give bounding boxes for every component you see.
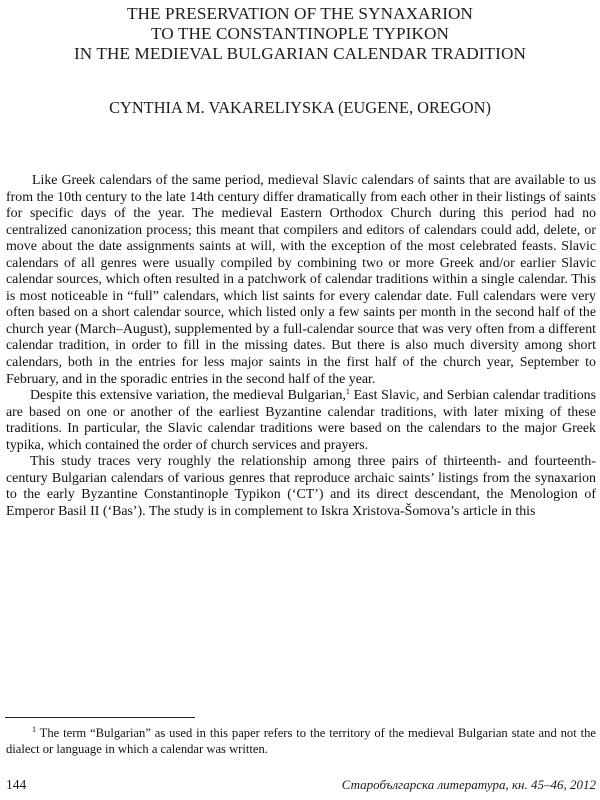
paragraph-2-text-b: East Slavic, and Serbian calendar traditions are based on one or another of the earliest Byzantine calendar traditions, with later mixing of these traditions. In particular, the Slavic calendar traditions were based on the calendars to the major Greek typika, which contained the order of church services and prayers. xyxy=(6,388,596,453)
title-line-3: IN THE MEDIEVAL BULGARIAN CALENDAR TRADITION xyxy=(73,44,527,63)
footnote-marker: 1 xyxy=(32,725,36,734)
footnote-text: The term “Bulgarian” as used in this paper refers to the territory of the medieval Bulgarian state and not the dialect or language in which a calendar was written. xyxy=(6,726,596,756)
paragraph-2-text-a: Despite this extensive variation, the medieval Bulgarian, xyxy=(30,388,346,404)
paragraph-1: Like Greek calendars of the same period, medieval Slavic calendars of saints that are available to us from the 10th century to the late 14th century differ dramatically from each other in their listings of saints for specific days of the year. The medieval Eastern Orthodox Church during this period had no centralized canonization process; this meant that compilers and editors of calendars could add, delete, or move about the date assignments saints at will, with the exception of the most celebrated feasts. Slavic calendars of all genres were usually compiled by combining two or more Greek and/or earlier Slavic calendar sources, which often resulted in a patchwork of calendar traditions within a single calendar. This is most noticeable in “full” calendars, which list saints for every calendar date. Full calendars were very often based on a short calendar source, which listed only a few saints per month in the second half of the church year (March–August), supplemented by a full-calendar source that was very often from a different calendar tradition, in order to fill in the missing dates. But there is also much diversity among short calendars, both in the entries for less major saints in the first half of the church year, September to February, and in the sporadic entries in the second half of the year. xyxy=(6,173,596,387)
paragraph-2 xyxy=(6,388,596,454)
footnote xyxy=(6,726,596,757)
article-title xyxy=(0,4,600,64)
title-line-2: TO THE CONSTANTINOPLE TYPIKON xyxy=(150,24,449,43)
title-line-1: THE PRESERVATION OF THE SYNAXARION xyxy=(126,4,474,23)
footnote-divider xyxy=(5,717,195,718)
article-body xyxy=(6,173,596,520)
paragraph-3: This study traces very roughly the relationship among three pairs of thirteenth- and fourteenth-century Bulgarian calendars of various genres that reproduce archaic saints’ listings from the synaxarion to the early Byzantine Constantinople Typikon (‘CT’) and its direct descendant, the Menologion of Emperor Basil II (‘Bas’). The study is in complement to Iskra Xristova-Šomova’s article in this xyxy=(6,454,596,519)
article-author: CYNTHIA M. VAKARELIYSKA (EUGENE, OREGON) xyxy=(109,98,491,117)
journal-citation: Старобългарска литература, кн. 45–46, 2012 xyxy=(341,777,596,792)
footnote-reference[interactable]: 1 xyxy=(345,387,350,397)
page-number: 144 xyxy=(6,777,27,792)
